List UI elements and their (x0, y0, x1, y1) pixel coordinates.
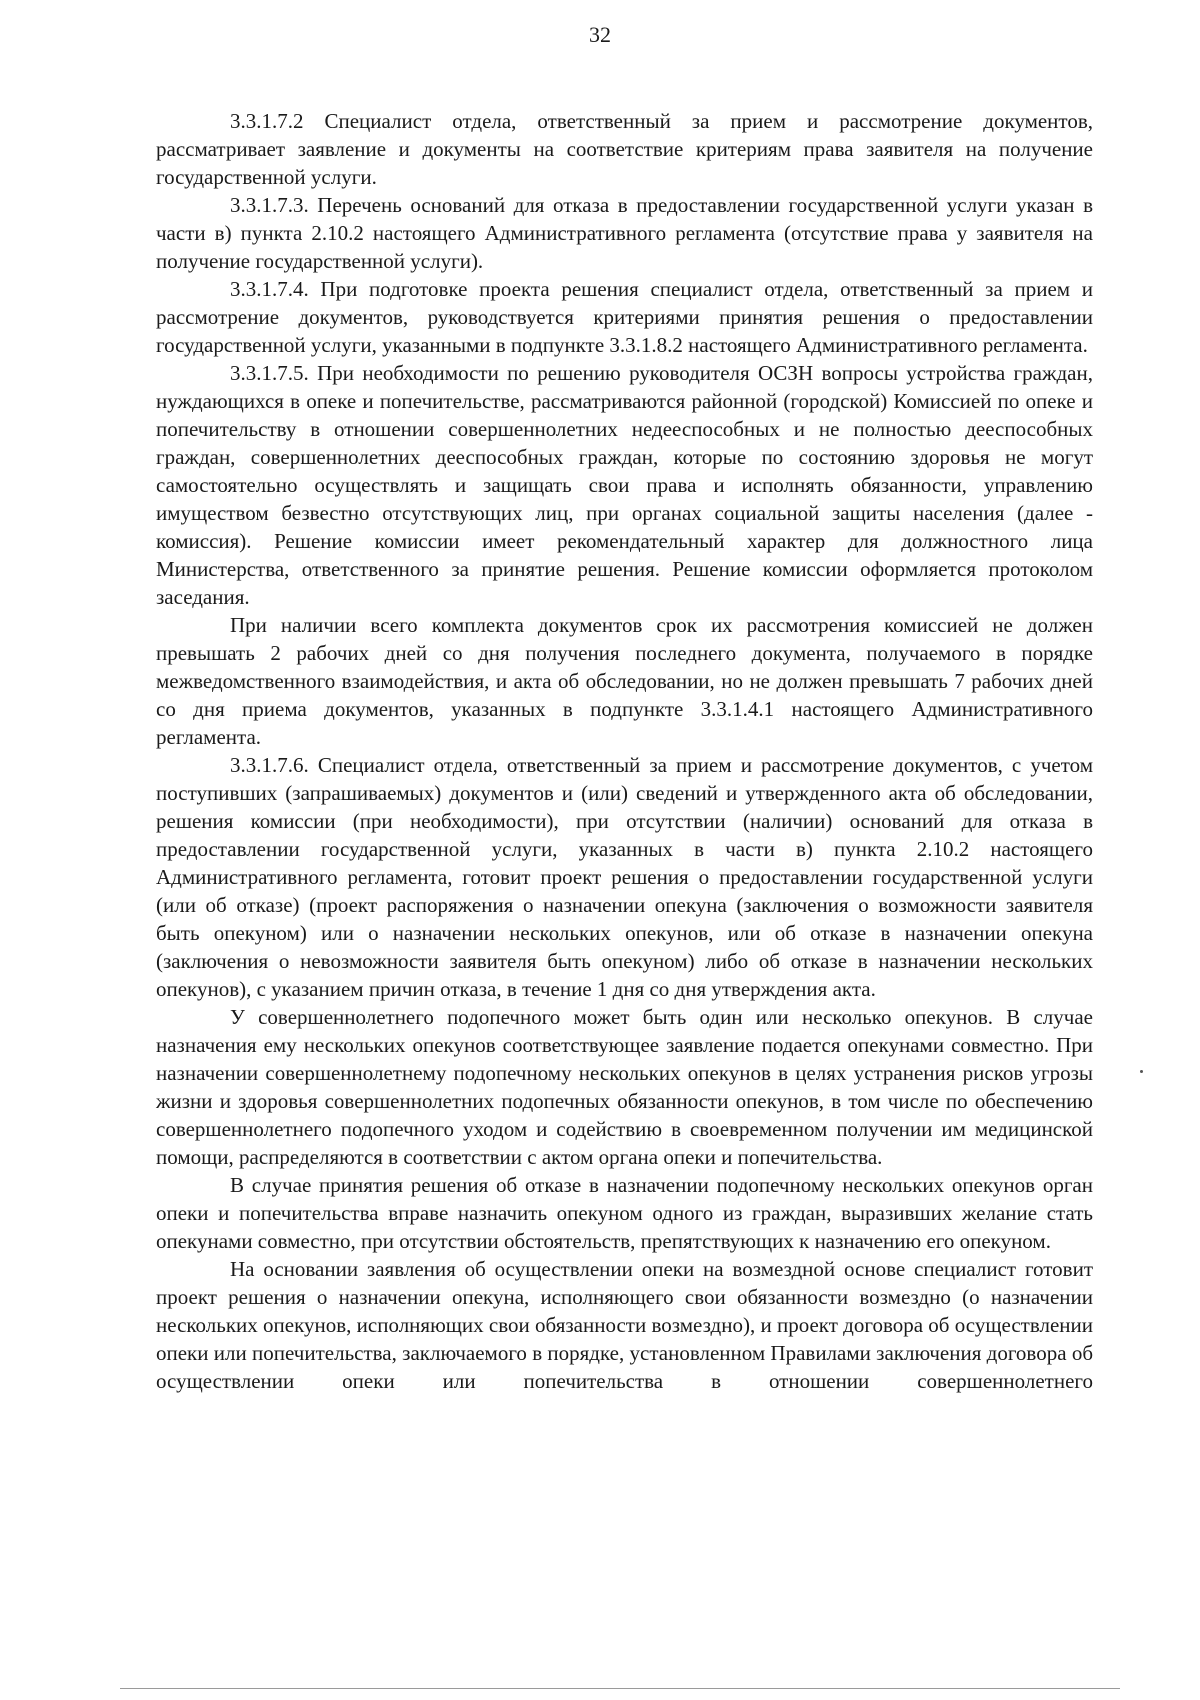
page-number: 32 (589, 22, 611, 47)
paragraph-3-3-1-7-6: 3.3.1.7.6. Специалист отдела, ответственный за прием и рассмотрение документов, с учетом поступивших (запрашиваемых) документов и (или) сведений и утвержденного акта об обследовании, решения комиссии (при необходимости), при отсутствии (наличии) оснований для отказа в предоставлении государственной услуги, указанных в части в) пункта 2.10.2 настоящего Административного регламента, готовит проект решения о предоставлении государственной услуги (или об отказе) (проект распоряжения о назначении опекуна (заключения о возможности заявителя быть опекуном) или о назначении нескольких опекунов, или об отказе в назначении опекуна (заключения о невозможности заявителя быть опекуном) либо об отказе в назначении нескольких опекунов), с указанием причин отказа, в течение 1 дня со дня утверждения акта. (156, 753, 1093, 1001)
paragraph-paid-guardianship: На основании заявления об осуществлении опеки на возмездной основе специалист готовит проект решения о назначении опекуна, исполняющего свои обязанности возмездно (о назначении нескольких опекунов, исполняющих свои обязанности возмездно), и проект договора об осуществлении опеки или попечительства, заключаемого в порядке, установленном Правилами заключения договора об осуществлении опеки или попечительства в отношении совершеннолетнего (156, 1257, 1093, 1393)
paragraph-commission-deadline: При наличии всего комплекта документов срок их рассмотрения комиссией не должен превышать 2 рабочих дней со дня получения последнего документа, получаемого в порядке межведомственного взаимодействия, и акта об обследовании, но не должен превышать 7 рабочих дней со дня приема документов, указанных в подпункте 3.3.1.4.1 настоящего Административного регламента. (156, 613, 1093, 749)
paragraph-3-3-1-7-2: 3.3.1.7.2 Специалист отдела, ответственный за прием и рассмотрение документов, рассматривает заявление и документы на соответствие критериям права заявителя на получение государственной услуги. (156, 109, 1093, 189)
scan-speck (1140, 1070, 1143, 1073)
paragraph-refusal-multiple-guardians: В случае принятия решения об отказе в назначении подопечному нескольких опекунов орган опеки и попечительства вправе назначить опекуном одного из граждан, выразивших желание стать опекунами совместно, при отсутствии обстоятельств, препятствующих к назначению его опекуном. (156, 1173, 1093, 1253)
paragraph-multiple-guardians: У совершеннолетнего подопечного может быть один или несколько опекунов. В случае назначения ему нескольких опекунов соответствующее заявление подается опекунами совместно. При назначении совершеннолетнему подопечному нескольких опекунов в целях устранения рисков угрозы жизни и здоровья совершеннолетних подопечных обязанности опекунов, в том числе по обеспечению совершеннолетнего подопечного уходом и содействию в своевременном получении им медицинской помощи, распределяются в соответствии с актом органа опеки и попечительства. (156, 1005, 1093, 1169)
document-body (156, 107, 1093, 1395)
paragraph-3-3-1-7-4: 3.3.1.7.4. При подготовке проекта решения специалист отдела, ответственный за прием и рассмотрение документов, руководствуется критериями принятия решения о предоставлении государственной услуги, указанными в подпункте 3.3.1.8.2 настоящего Административного регламента. (156, 277, 1093, 357)
bottom-rule (120, 1688, 1120, 1689)
paragraph-3-3-1-7-5: 3.3.1.7.5. При необходимости по решению руководителя ОСЗН вопросы устройства граждан, нуждающихся в опеке и попечительстве, рассматриваются районной (городской) Комиссией по опеке и попечительству в отношении совершеннолетних недееспособных и не полностью дееспособных граждан, совершеннолетних дееспособных граждан, которые по состоянию здоровья не могут самостоятельно осуществлять и защищать свои права и исполнять обязанности, управлению имуществом безвестно отсутствующих лиц, при органах социальной защиты населения (далее - комиссия). Решение комиссии имеет рекомендательный характер для должностного лица Министерства, ответственного за принятие решения. Решение комиссии оформляется протоколом заседания. (156, 361, 1093, 609)
paragraph-3-3-1-7-3: 3.3.1.7.3. Перечень оснований для отказа в предоставлении государственной услуги указан в части в) пункта 2.10.2 настоящего Административного регламента (отсутствие права у заявителя на получение государственной услуги). (156, 193, 1093, 273)
